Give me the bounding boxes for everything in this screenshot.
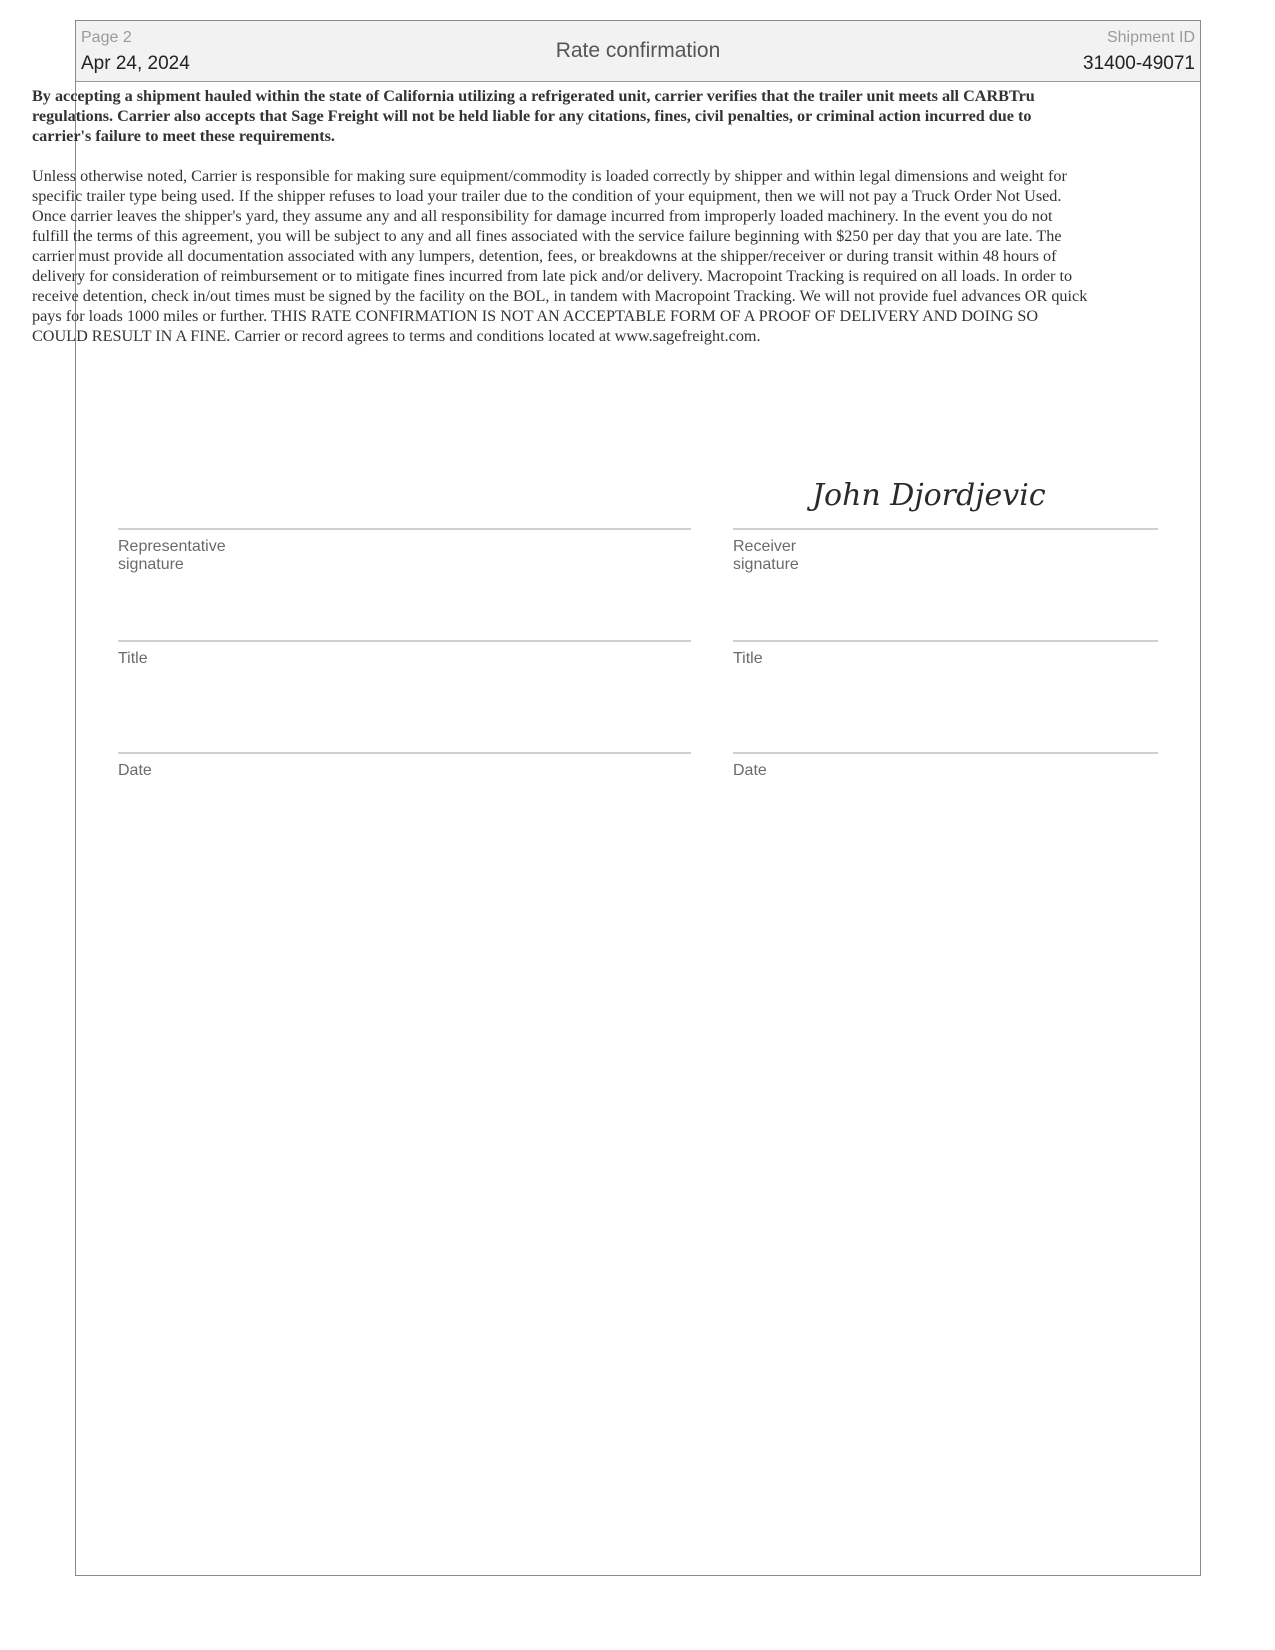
receiver-signature-line xyxy=(733,528,1158,530)
left-title-line xyxy=(118,640,691,642)
right-title-line xyxy=(733,640,1158,642)
document-title: Rate confirmation xyxy=(555,39,721,62)
left-date-label: Date xyxy=(118,762,152,779)
shipment-id-value: 31400-49071 xyxy=(1083,53,1195,74)
shipment-id-label: Shipment ID xyxy=(1106,29,1195,46)
receiver-signature-label: Receiver signature xyxy=(733,538,799,573)
right-title-label: Title xyxy=(733,650,763,667)
left-date-line xyxy=(118,752,691,754)
carb-compliance-paragraph: By accepting a shipment hauled within the state of California utilizing a refrigerated unit, carrier verifies that the trailer unit meets all CARBTru regulations. Carrier also accepts that Sage Freight will not be held liable for any citations, fines, civil penalties, or criminal action incurred due to carrier's failure to meet these requirements. xyxy=(32,87,1035,145)
document-date: Apr 24, 2024 xyxy=(81,53,190,74)
right-date-label: Date xyxy=(733,762,767,779)
terms-paragraph: Unless otherwise noted, Carrier is responsible for making sure equipment/commodity is loaded correctly by shipper and within legal dimensions and weight for specific trailer type being used. If the shipper refuses to load your trailer due to the condition of your equipment, then we will not pay a Truck Order Not Used. Once carrier leaves the shipper's yard, they assume any and all responsibility for damage incurred from improperly loaded machinery. In the event you do not fulfill the terms of this agreement, you will be subject to any and all fines associated with the service failure beginning with $250 per day that you are late. The carrier must provide all documentation associated with any lumpers, detention, fees, or breakdowns at the shipper/receiver or during transit within 48 hours of delivery for consideration of reimbursement or to mitigate fines incurred from late pick and/or delivery. Macropoint Tracking is required on all loads. In order to receive detention, check in/out times must be signed by the facility on the BOL, in tandem with Macropoint Tracking. We will not provide fuel advances OR quick pays for loads 1000 miles or further. THIS RATE CONFIRMATION IS NOT AN ACCEPTABLE FORM OF A PROOF OF DELIVERY AND DOING SO COULD RESULT IN A FINE. Carrier or record agrees to terms and conditions located at www.sagefreight.com. xyxy=(32,167,1088,345)
page-header xyxy=(76,21,1200,82)
representative-signature-line xyxy=(118,528,691,530)
page-number: Page 2 xyxy=(81,29,132,46)
terms-section xyxy=(32,86,1092,346)
representative-signature-label: Representative signature xyxy=(118,538,226,573)
right-date-line xyxy=(733,752,1158,754)
receiver-handwritten-signature: John Djordjevic xyxy=(812,478,1046,513)
left-title-label: Title xyxy=(118,650,148,667)
